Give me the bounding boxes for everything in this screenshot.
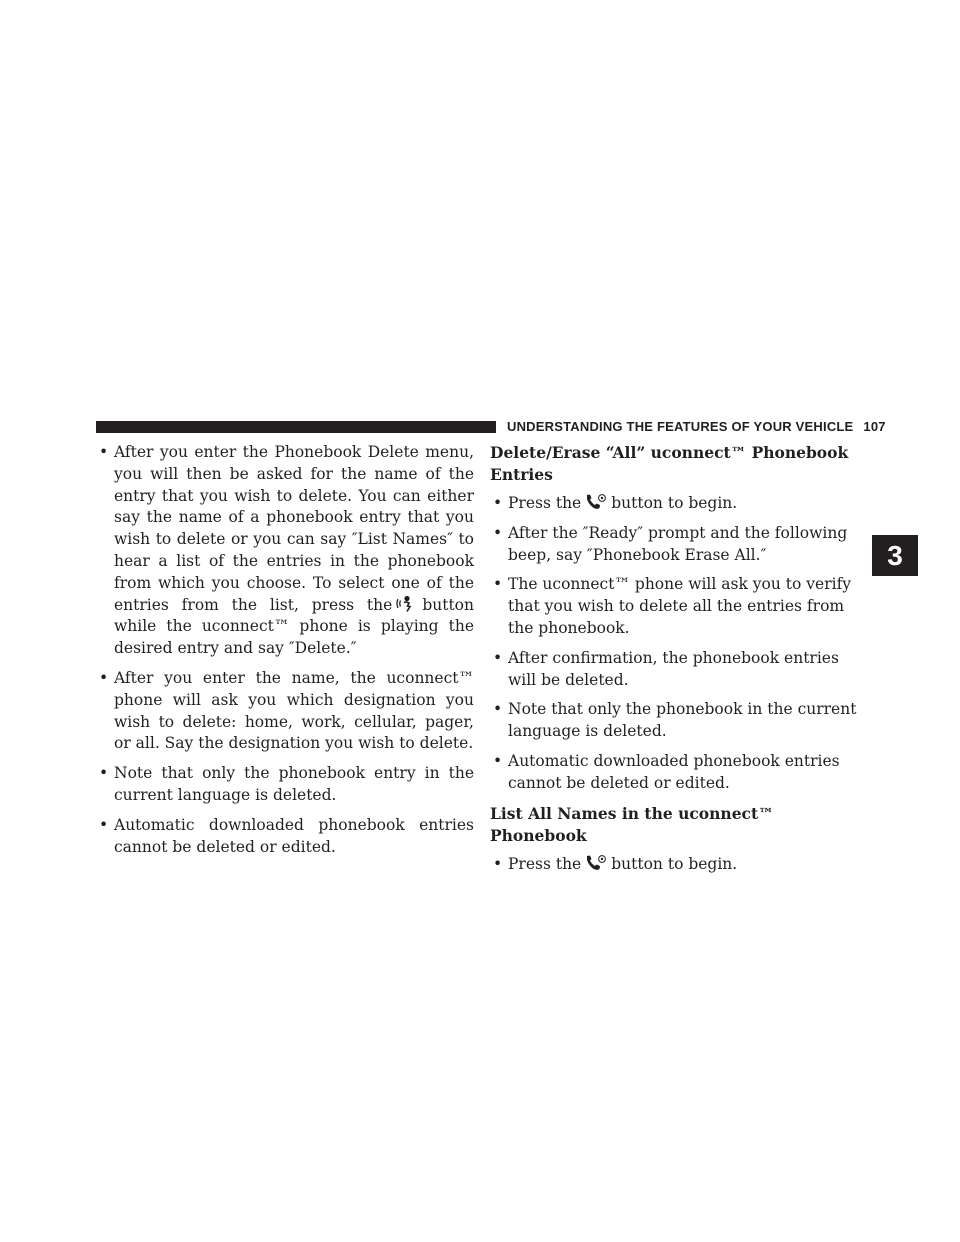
list-item: • Automatic downloaded phonebook entries cannot be deleted or edited. [96, 815, 474, 859]
header-rule-bar [96, 421, 496, 433]
bullet-list [490, 854, 866, 876]
list-item: • Automatic downloaded phonebook entries cannot be deleted or edited. [490, 751, 866, 795]
list-item: • After the ″Ready″ prompt and the following beep, say ″Phonebook Erase All.″ [490, 523, 866, 567]
list-item: • Press the button to begin. [490, 854, 866, 876]
list-item: • The uconnect™ phone will ask you to verify that you wish to delete all the entries from the phonebook. [490, 574, 866, 639]
left-column [96, 442, 474, 866]
bullet-list [490, 493, 866, 795]
list-item: • Note that only the phonebook in the current language is deleted. [490, 699, 866, 743]
phone-icon [585, 854, 607, 872]
chapter-tab: 3 [872, 535, 918, 576]
section-heading-delete-all: Delete/Erase “All” uconnect™ Phonebook Entries [490, 443, 849, 484]
header-title: UNDERSTANDING THE FEATURES OF YOUR VEHICLE [507, 419, 854, 434]
running-header [507, 419, 886, 435]
bullet-list [96, 442, 474, 858]
list-item: • After confirmation, the phonebook entries will be deleted. [490, 648, 866, 692]
list-item: • Press the button to begin. [490, 493, 866, 515]
list-item: • Note that only the phonebook entry in the current language is deleted. [96, 763, 474, 807]
list-item: • After you enter the name, the uconnect™ phone will ask you which designation you wish to delete: home, work, cellular, pager, or all. Say the designation you wish to delete. [96, 668, 474, 755]
list-item: • After you enter the Phonebook Delete menu, you will then be asked for the name of the entry that you wish to delete. You can either say the name of a phonebook entry that you wish to delete or you can say ″List Names″ to hear a list of the entries in the phonebook from which you choose. To select one of the entries from the list, press the button while the uconnect™ phone is playing the desired entry and say ″Delete.″ [96, 442, 474, 660]
page-number: 107 [863, 419, 886, 434]
section-heading-list-all: List All Names in the uconnect™ Phonebook [490, 803, 774, 845]
phone-icon [585, 493, 607, 511]
right-column [490, 442, 866, 883]
voice-command-icon [396, 595, 418, 613]
